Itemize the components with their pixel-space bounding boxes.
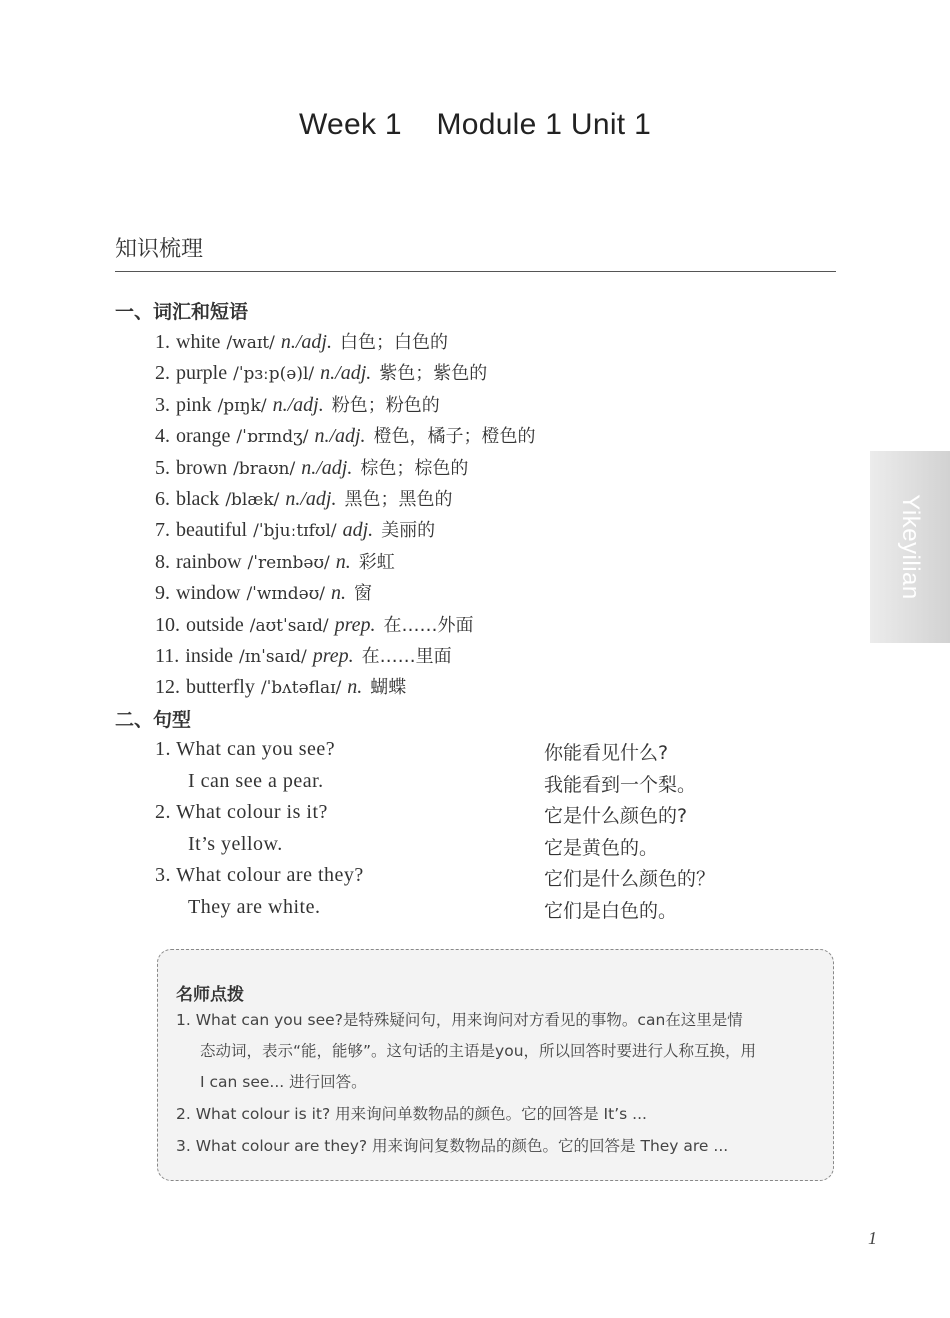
vocab-meaning: 在……外面 bbox=[383, 614, 474, 636]
vocab-word: rainbow bbox=[176, 550, 242, 573]
sentence-en: They are white. bbox=[188, 896, 321, 918]
vocab-item bbox=[155, 421, 536, 452]
vocab-phonetic: /ˈwɪndəʊ/ bbox=[246, 584, 326, 605]
vocab-word: black bbox=[176, 487, 220, 510]
item-number: 11. bbox=[155, 644, 180, 667]
item-number: 6. bbox=[155, 487, 170, 510]
vocab-meaning: 彩虹 bbox=[358, 551, 395, 573]
vocab-word: outside bbox=[186, 613, 244, 636]
vocab-word: orange bbox=[176, 425, 231, 448]
vocab-item bbox=[155, 515, 536, 546]
item-number: 12. bbox=[155, 676, 180, 699]
vocab-word: purple bbox=[176, 362, 228, 385]
vocab-pos: n./adj. bbox=[320, 362, 372, 385]
vocab-phonetic: /ˈɒrɪndʒ/ bbox=[236, 427, 309, 448]
vocab-meaning: 棕色；棕色的 bbox=[360, 457, 469, 479]
vocab-pos: n./adj. bbox=[272, 393, 324, 416]
vocab-word: inside bbox=[185, 644, 234, 667]
item-number: 4. bbox=[155, 425, 170, 448]
vocab-meaning: 白色；白色的 bbox=[339, 332, 448, 353]
vocab-item bbox=[155, 547, 536, 578]
item-number: 2. bbox=[155, 362, 170, 385]
vocab-item bbox=[155, 453, 536, 484]
sentence-en: 3. What colour are they? bbox=[155, 864, 364, 886]
vocab-heading: 一、词汇和短语 bbox=[115, 301, 249, 323]
vocab-item bbox=[155, 327, 536, 358]
sentences-heading: 二、句型 bbox=[115, 709, 192, 731]
vocab-meaning: 黑色；黑色的 bbox=[344, 488, 453, 510]
vocab-phonetic: /ˈbjuːtɪfʊl/ bbox=[253, 521, 337, 542]
vocab-phonetic: /ɪnˈsaɪd/ bbox=[239, 646, 307, 667]
tips-title: 名师点拨 bbox=[176, 985, 244, 1005]
item-number: 7. bbox=[155, 519, 170, 542]
vocab-meaning: 粉色；粉色的 bbox=[331, 394, 440, 416]
sentence-en: It’s yellow. bbox=[188, 833, 283, 855]
page-title: Week 1 Module 1 Unit 1 bbox=[298, 108, 652, 141]
vocab-word: butterfly bbox=[186, 676, 255, 699]
section-divider bbox=[115, 271, 836, 272]
vocab-phonetic: /pɪŋk/ bbox=[217, 395, 267, 416]
vocab-phonetic: /ˈpɜːp(ə)l/ bbox=[233, 364, 315, 385]
vocab-item bbox=[155, 672, 536, 703]
item-number: 5. bbox=[155, 456, 170, 479]
vocab-phonetic: /braʊn/ bbox=[233, 458, 296, 479]
vocab-phonetic: /ˈbʌtəflaɪ/ bbox=[260, 678, 342, 699]
item-number: 8. bbox=[155, 550, 170, 573]
vocab-pos: n./adj. bbox=[314, 425, 366, 448]
sentence-en: I can see a pear. bbox=[188, 770, 324, 792]
vocab-item bbox=[155, 641, 536, 672]
vocab-item bbox=[155, 358, 536, 389]
vocab-meaning: 蝴蝶 bbox=[370, 677, 407, 699]
vocab-phonetic: /ˈreɪnbəʊ/ bbox=[247, 552, 330, 573]
vocab-meaning: 橙色，橘子；橙色的 bbox=[373, 426, 536, 448]
vocab-pos: n./adj. bbox=[280, 331, 332, 353]
vocab-word: window bbox=[176, 582, 241, 605]
vocab-pos: n. bbox=[331, 582, 347, 605]
vocab-meaning: 美丽的 bbox=[381, 520, 436, 542]
item-number: 3. bbox=[155, 393, 170, 416]
tip-line: 态动词，表示“能，能够”。这句话的主语是you，所以回答时要进行人称互换，用 bbox=[200, 1042, 757, 1060]
vocab-list bbox=[155, 327, 536, 704]
vocab-word: brown bbox=[176, 456, 228, 479]
sentence-zh: 它们是白色的。 bbox=[544, 900, 678, 922]
vocab-pos: prep. bbox=[312, 644, 354, 667]
vocab-item bbox=[155, 610, 536, 641]
vocab-pos: adj. bbox=[342, 519, 374, 542]
vocab-phonetic: /aʊtˈsaɪd/ bbox=[249, 615, 329, 636]
vocab-word: white bbox=[176, 331, 221, 353]
vocab-item bbox=[155, 578, 536, 609]
item-number: 10. bbox=[155, 613, 180, 636]
vocab-pos: n./adj. bbox=[285, 487, 337, 510]
sentence-en: 2. What colour is it? bbox=[155, 801, 328, 823]
vocab-pos: n. bbox=[347, 676, 363, 699]
vocab-pos: n. bbox=[335, 550, 351, 573]
tip-line: 1. What can you see?是特殊疑问句，用来询问对方看见的事物。can在这里是情 bbox=[176, 1011, 743, 1029]
vocab-word: beautiful bbox=[176, 519, 248, 542]
vocab-pos: prep. bbox=[334, 613, 376, 636]
vocab-item bbox=[155, 390, 536, 421]
sentence-zh: 它们是什么颜色的？ bbox=[544, 868, 716, 890]
section-heading: 知识梳理 bbox=[115, 237, 204, 262]
tip-line: 2. What colour is it? 用来询问单数物品的颜色。它的回答是 It’s ... bbox=[176, 1105, 647, 1123]
vocab-word: pink bbox=[176, 393, 212, 416]
tip-line: 3. What colour are they? 用来询问复数物品的颜色。它的回答是 They are ... bbox=[176, 1137, 729, 1155]
vocab-meaning: 紫色；紫色的 bbox=[379, 363, 488, 385]
vocab-item bbox=[155, 484, 536, 515]
item-number: 1. bbox=[155, 331, 170, 353]
vocab-meaning: 窗 bbox=[354, 583, 373, 605]
page-number: 1 bbox=[868, 1228, 877, 1248]
vocab-phonetic: /blæk/ bbox=[225, 489, 280, 510]
sentence-zh: 它是黄色的。 bbox=[544, 837, 659, 859]
side-tab-label: Yikeyilian bbox=[897, 494, 924, 600]
sentence-zh: 你能看见什么? bbox=[544, 742, 669, 764]
vocab-phonetic: /waɪt/ bbox=[226, 333, 275, 353]
sentence-en: 1. What can you see? bbox=[155, 738, 336, 760]
vocab-meaning: 在……里面 bbox=[361, 645, 452, 667]
sentence-zh: 我能看到一个梨。 bbox=[544, 774, 697, 796]
tip-line: I can see... 进行回答。 bbox=[200, 1073, 367, 1091]
item-number: 9. bbox=[155, 582, 170, 605]
vocab-pos: n./adj. bbox=[301, 456, 353, 479]
sentence-zh: 它是什么颜色的? bbox=[544, 805, 688, 827]
side-tab bbox=[870, 451, 950, 643]
teacher-tips-box bbox=[157, 949, 834, 1181]
